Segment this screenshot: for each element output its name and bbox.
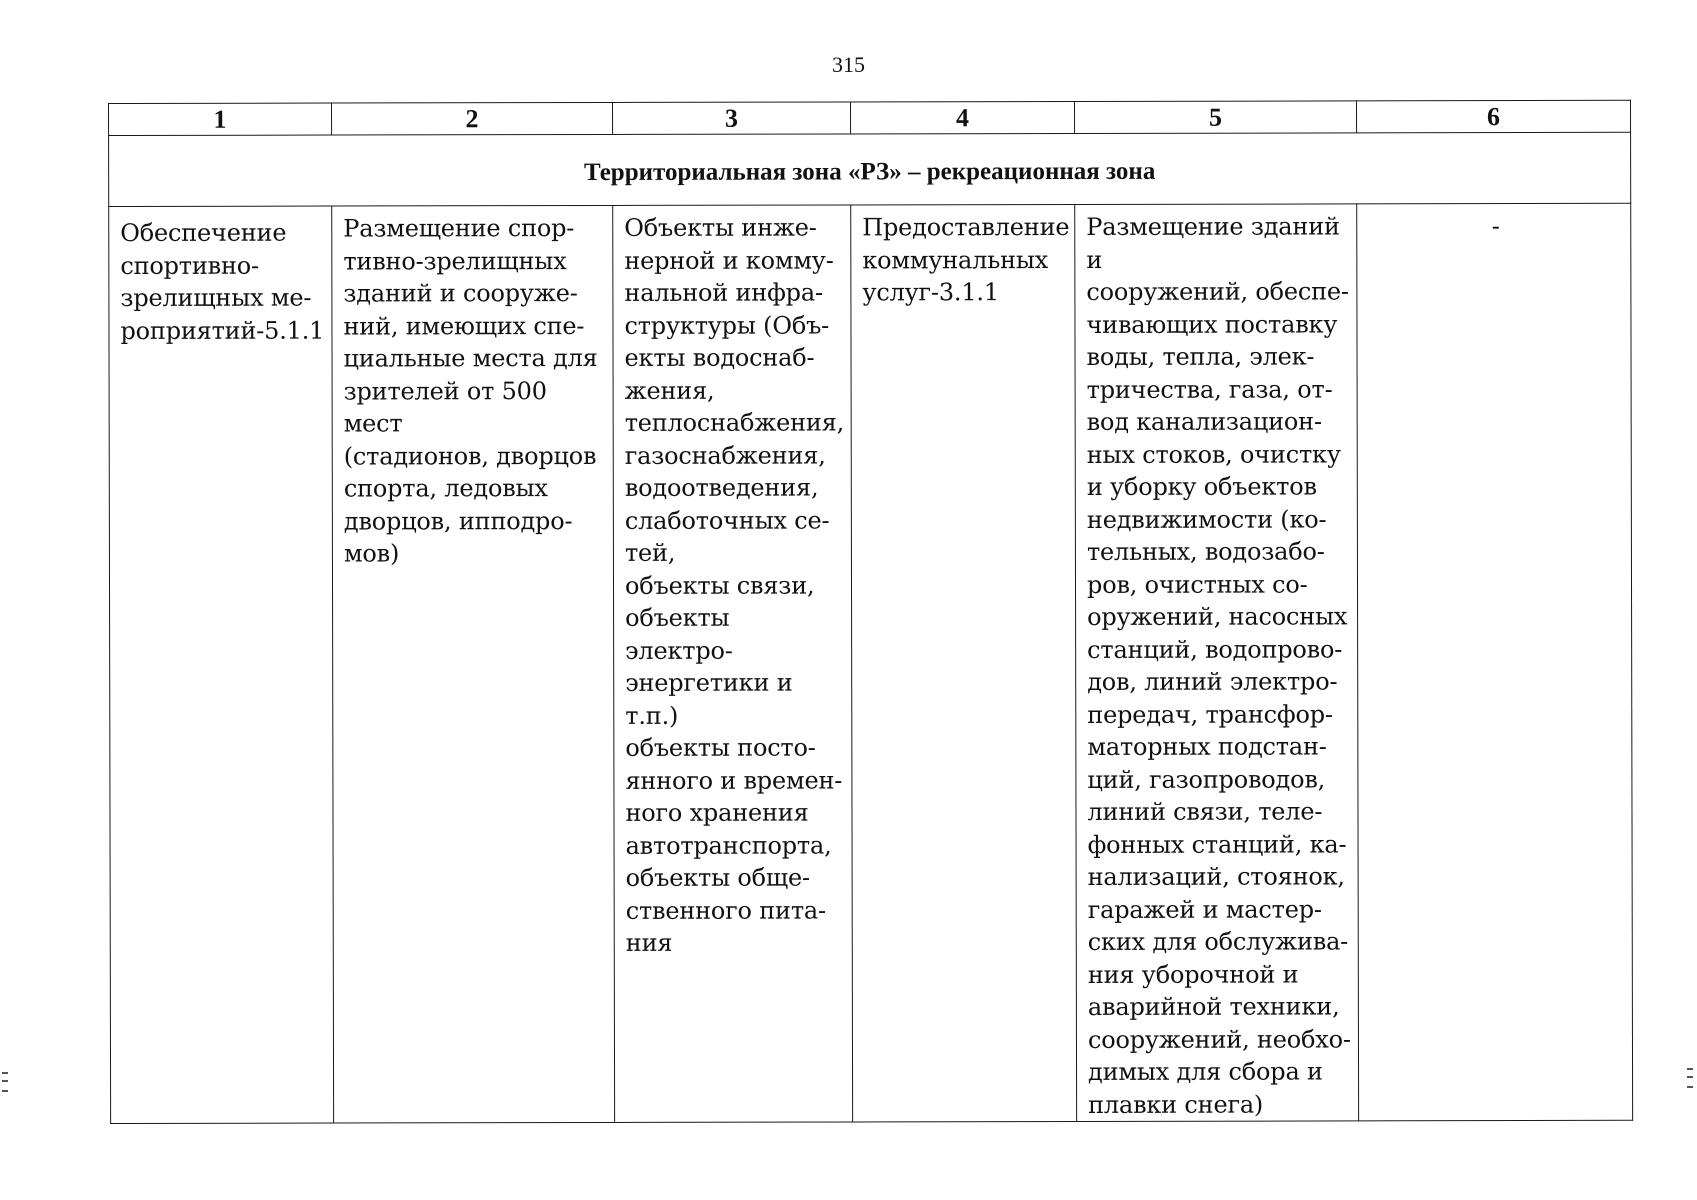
cell-conditional-use: - — [1357, 203, 1633, 1121]
left-margin-mark — [2, 1072, 8, 1092]
column-header-2: 2 — [332, 102, 613, 135]
column-header-6: 6 — [1356, 100, 1630, 133]
column-header-3: 3 — [612, 102, 850, 134]
zoning-table — [108, 100, 1633, 1124]
right-margin-mark — [1687, 1068, 1693, 1088]
zone-title: Территориальная зона «РЗ» – рекреационная зона — [109, 132, 1631, 206]
zone-title-row — [109, 132, 1631, 206]
cell-auxiliary-objects: Объекты инже- нерной и комму- нальной инфра- структуры (Объ- екты водоснаб- жения, теплоснабжения, газоснабжения, водоотведения, слаботочных се- тей, объекты связи, объекты электро- энергетики и т.п.) объекты посто- янного и времен- ного хранения автотранспорта, объекты обще- ственного пита- ния — [613, 205, 853, 1122]
column-header-1: 1 — [109, 103, 332, 135]
table-row — [109, 203, 1633, 1123]
column-header-5: 5 — [1074, 101, 1356, 134]
column-header-4: 4 — [850, 101, 1074, 133]
page-number: 315 — [832, 52, 865, 77]
cell-permitted-use: Обеспечение спортивно- зрелищных ме- роприятий-5.1.1 — [109, 206, 334, 1123]
column-number-row — [109, 100, 1631, 135]
cell-auxiliary-description: Размещение зданий и сооружений, обеспе- чивающих поставку воды, тепла, элек- тричества, газа, от- вод канализацион- ных стоков, очистку и уборку объектов недвижимости (ко- тельных, водозабо- ров, очистных со- оружений, насосных станций, водопрово- дов, линий электро- передач, трансфор- маторных подстан- ций, газопроводов, линий связи, теле- фонных станций, ка- нализаций, стоянок, гаражей и мастер- ских для обслужива- ния уборочной и аварийной техники, сооружений, необхо- димых для сбора и плавки снега) — [1075, 204, 1359, 1122]
cell-use-description: Размещение спор- тивно-зрелищных зданий и сооруже- ний, имеющих спе- циальные места для зрителей от 500 мест (стадионов, дворцов спорта, ледовых дворцов, ипподро- мов) — [332, 205, 615, 1123]
cell-auxiliary-use: Предоставление коммунальных услуг-3.1.1 — [851, 204, 1077, 1121]
